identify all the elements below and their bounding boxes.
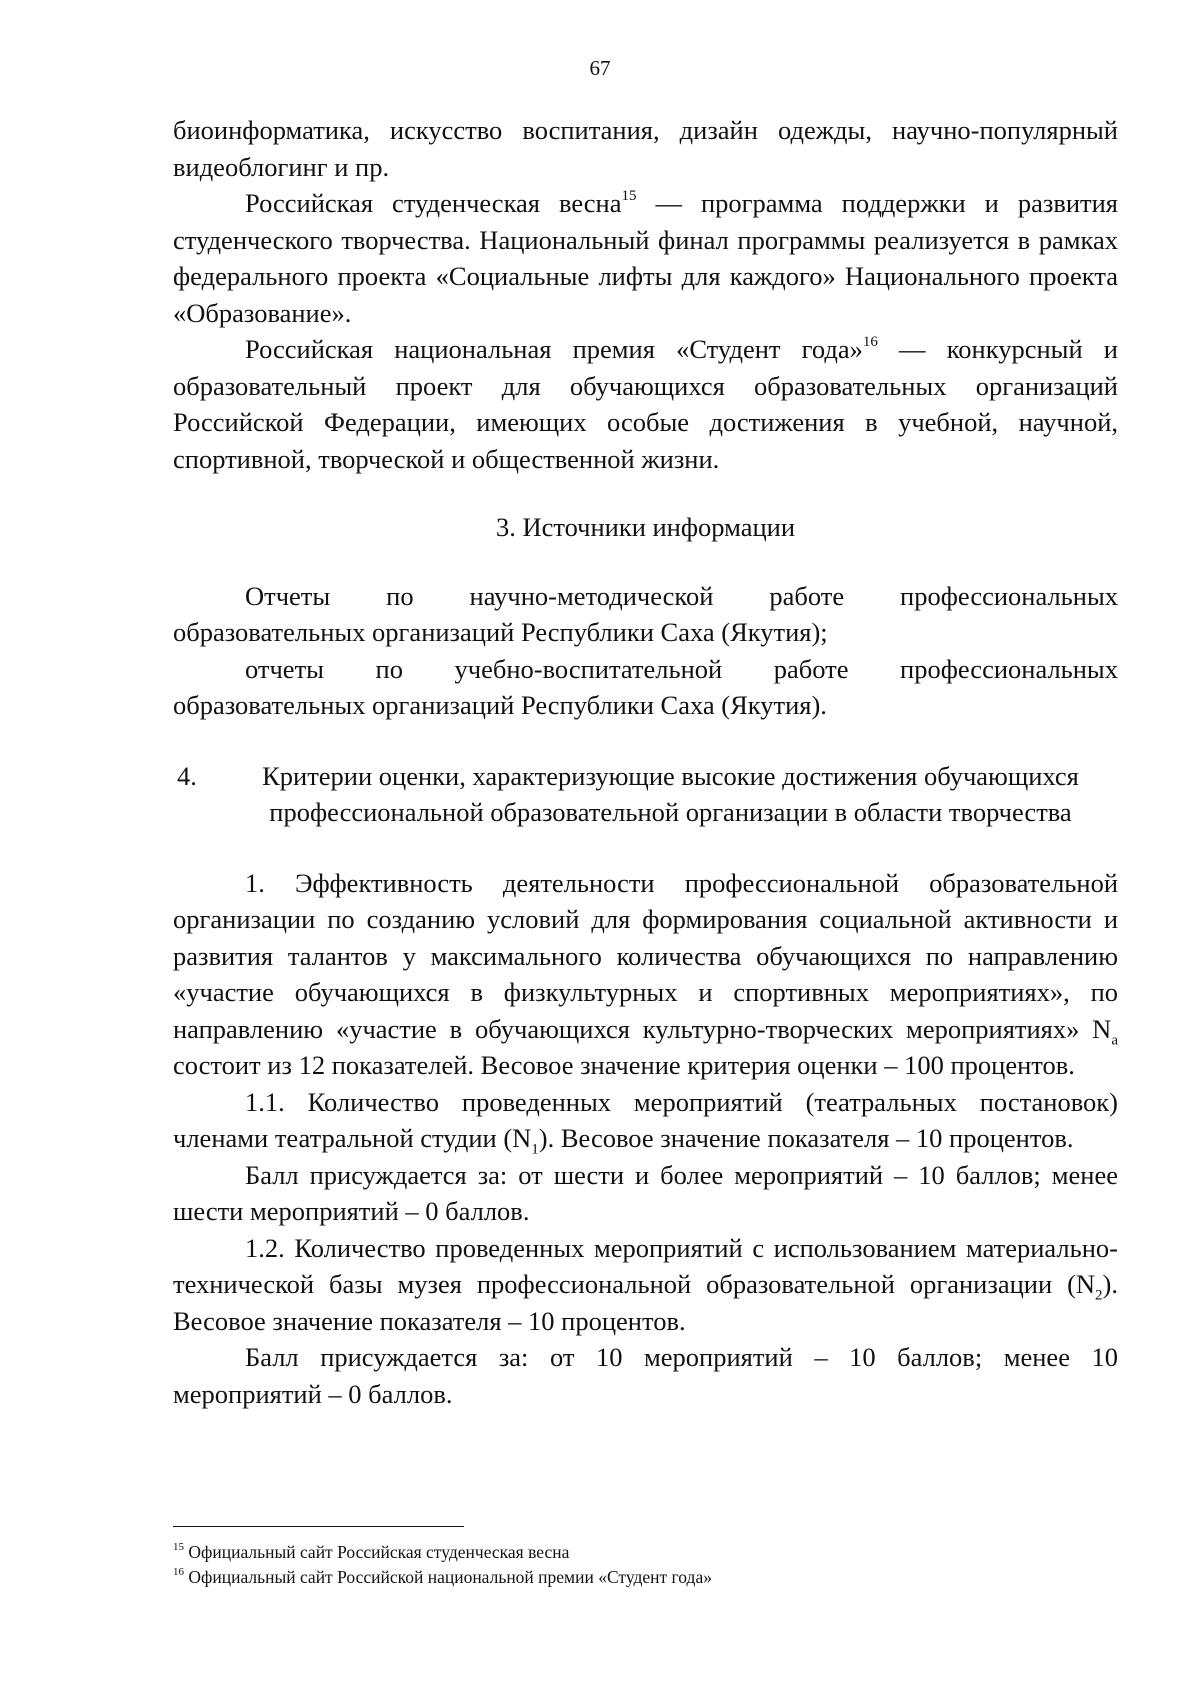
footnote-16 xyxy=(173,1565,1118,1590)
footnote-ref[interactable]: 15 xyxy=(621,188,637,205)
section-3-heading: 3. Источники информации xyxy=(495,512,796,542)
paragraph-student-of-year xyxy=(173,331,1118,477)
paragraph-text: 1.2. Количество проведенных мероприятий с использованием материально-технической базы музея профессиональной образовательной организации (N xyxy=(173,1232,1118,1299)
paragraph-student-spring xyxy=(173,185,1118,331)
paragraph-text: 1. Эффективность деятельности профессиональной образовательной организации по созданию условий для формирования социальной активности и развития талантов у максимального количества обучающихся по направлению «участие обучающихся в физкультурных и спортивных мероприятиях», по направлению «участие в обучающихся культурно-творческих мероприятиях» N xyxy=(173,867,1118,1044)
subscript: a xyxy=(1111,1031,1118,1048)
score-paragraph-1-2: Балл присуждается за: от 10 мероприятий – 10 баллов; менее 10 мероприятий – 0 баллов. xyxy=(173,1342,1118,1409)
paragraph-text: — конкурсный и образовательный проект для обучающихся образовательных организаций Российской Федерации, имеющих особые достижения в учебной, научной, спортивной, творческой и общественной жизни. xyxy=(173,334,1118,474)
subscript: 1 xyxy=(531,1141,539,1158)
criteria-paragraph-1 xyxy=(173,865,1118,1084)
sources-item-1: Отчеты по научно-методической работе профессиональных образовательных организаций Республики Саха (Якутия); xyxy=(173,580,1118,647)
document-body xyxy=(173,112,1118,1412)
paragraph-text: — программа поддержки и развития студенческого творчества. Национальный финал программы реализуется в рамках федерального проекта «Социальные лифты для каждого» Национального проекта «Образование». xyxy=(173,188,1118,328)
footnote-text: Официальный сайт Российской национальной премии «Студент года» xyxy=(184,1567,712,1587)
paragraph-text: состоит из 12 показателей. Весовое значение критерия оценки – 100 процентов. xyxy=(173,1050,1075,1080)
paragraph-text: Российская национальная премия «Студент года» xyxy=(245,334,863,364)
footnotes xyxy=(173,1540,1118,1590)
paragraph-continuation: биоинформатика, искусство воспитания, дизайн одежды, научно-популярный видеоблогинг и пр. xyxy=(173,115,1118,182)
footnote-text: Официальный сайт Российская студенческая весна xyxy=(184,1542,570,1562)
criteria-paragraph-1-2 xyxy=(173,1230,1118,1340)
footnote-15 xyxy=(173,1540,1118,1565)
section-4-title: Критерии оценки, характеризующие высокие достижения обучающихся профессиональной образовательной организации в области творчества xyxy=(262,760,1079,827)
sources-item-2: отчеты по учебно-воспитательной работе профессиональных образовательных организаций Республики Саха (Якутия). xyxy=(173,653,1118,720)
criteria-paragraph-1-1 xyxy=(173,1084,1118,1157)
paragraph-text: Российская студенческая весна xyxy=(245,188,622,218)
paragraph-text: ). Весовое значение показателя – 10 процентов. xyxy=(173,1269,1118,1336)
footnote-number: 16 xyxy=(173,1566,184,1579)
paragraph-text: ). Весовое значение показателя – 10 процентов. xyxy=(538,1123,1074,1153)
section-4-heading xyxy=(173,758,1118,831)
section-4-number: 4. xyxy=(177,760,197,791)
subscript: 2 xyxy=(1095,1287,1103,1304)
footnote-divider xyxy=(173,1526,464,1527)
footnote-number: 15 xyxy=(173,1541,184,1554)
paragraph-text: 1.1. Количество проведенных мероприятий (театральных постановок) членами театральной студии (N xyxy=(173,1086,1118,1153)
score-paragraph-1-1: Балл присуждается за: от шести и более мероприятий – 10 баллов; менее шести мероприятий – 0 баллов. xyxy=(173,1159,1118,1226)
page-number: 67 xyxy=(589,56,611,80)
footnote-ref[interactable]: 16 xyxy=(862,334,878,351)
